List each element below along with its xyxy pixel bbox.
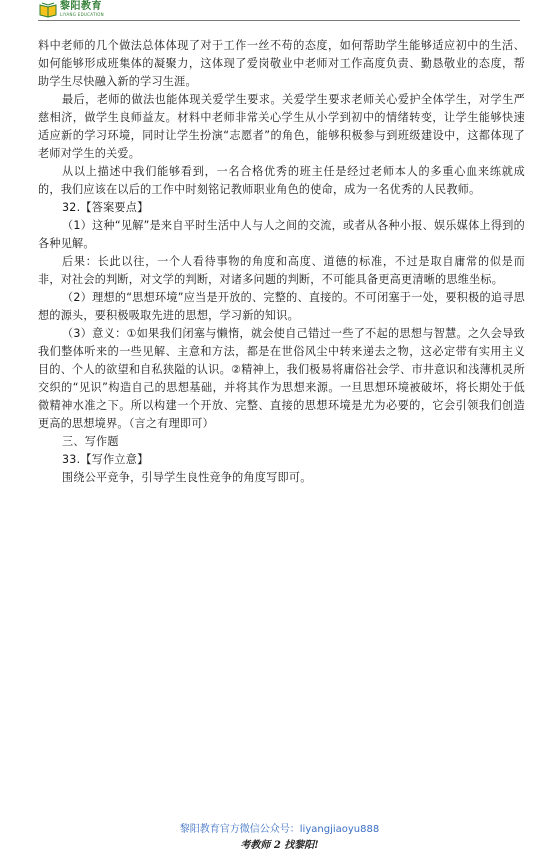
brand-logo xyxy=(38,2,104,20)
paragraph: （2）理想的“思想环境”应当是开放的、完整的、直接的。不可闭塞于一处，要积极的追寻思想的源头，要积极吸取先进的思想，学习新的知识。 xyxy=(38,291,525,322)
paragraph: 最后，老师的做法也能体现关爱学生要求。关爱学生要求老师关心爱护全体学生，对学生严慈相济，做学生良师益友。材料中老师非常关心学生从小学到初中的情绪转变，让学生能够快速适应新的学习环境，同时让学生扮演“志愿者”的角色，能够积极参与到班级建设中，这都体现了老师对学生的关爱。 xyxy=(38,93,525,160)
paragraph: 从以上描述中我们能够看到，一名合格优秀的班主任是经过老师本人的多重心血来练就成的，我们应该在以后的工作中时刻铭记教师职业角色的使命，成为一名优秀的人民教师。 xyxy=(38,165,525,196)
page-header xyxy=(0,0,559,22)
logo-subtitle: LIYANG EDUCATION xyxy=(60,12,104,17)
paragraph: （1）这种“见解”是来自平时生活中人与人之间的交流，或者从各种小报、娱乐媒体上得到的各种见解。 xyxy=(38,219,525,250)
paragraph: 围绕公平竞争，引导学生良性竞争的角度写即可。 xyxy=(62,471,312,484)
paragraph: 32.【答案要点】 xyxy=(62,201,149,214)
paragraph: 三、写作题 xyxy=(62,435,119,448)
paragraph: 33.【写作立意】 xyxy=(62,453,149,466)
document-body xyxy=(38,37,525,487)
footer-page-number: 考教师 2 找黎阳! xyxy=(240,840,319,851)
footer-wechat-link[interactable]: 黎阳教育官方微信公众号：liyangjiaoyu888 xyxy=(179,824,380,835)
open-book-icon xyxy=(38,2,58,18)
header-divider xyxy=(38,20,520,21)
logo-title: 黎阳教育 xyxy=(60,1,102,12)
paragraph: （3）意义：①如果我们闭塞与懒惰，就会使自己错过一些了不起的思想与智慧。之久会导致我们整体听来的一些见解、主意和方法，都是在世俗风尘中转来递去之物，这必定带有实用主义目的、个人的欲望和自私狭隘的认识。②精神上，我们极易将庸俗社会学、市井意识和浅薄机灵所交织的“见识”构造自己的思想基础，并将其作为思想来源。一旦思想环境被破坏，将长期处于低微精神水准之下。所以构建一个开放、完整、直接的思想环境是尤为必要的，它会引领我们创造更高的思想境界。（言之有理即可） xyxy=(38,327,525,430)
paragraph: 后果：长此以往，一个人看待事物的角度和高度、道德的标准，不过是取自庸常的似是而非，对社会的判断，对文学的判断，对诸多问题的判断，不可能具备更高更清晰的思维坐标。 xyxy=(38,255,525,286)
paragraph: 料中老师的几个做法总体体现了对于工作一丝不苟的态度，如何帮助学生能够适应初中的生活、如何能够形成班集体的凝聚力，这体现了爱岗敬业中老师对工作高度负责、勤恳敬业的态度，帮助学生尽快融入新的学习生涯。 xyxy=(38,39,525,88)
